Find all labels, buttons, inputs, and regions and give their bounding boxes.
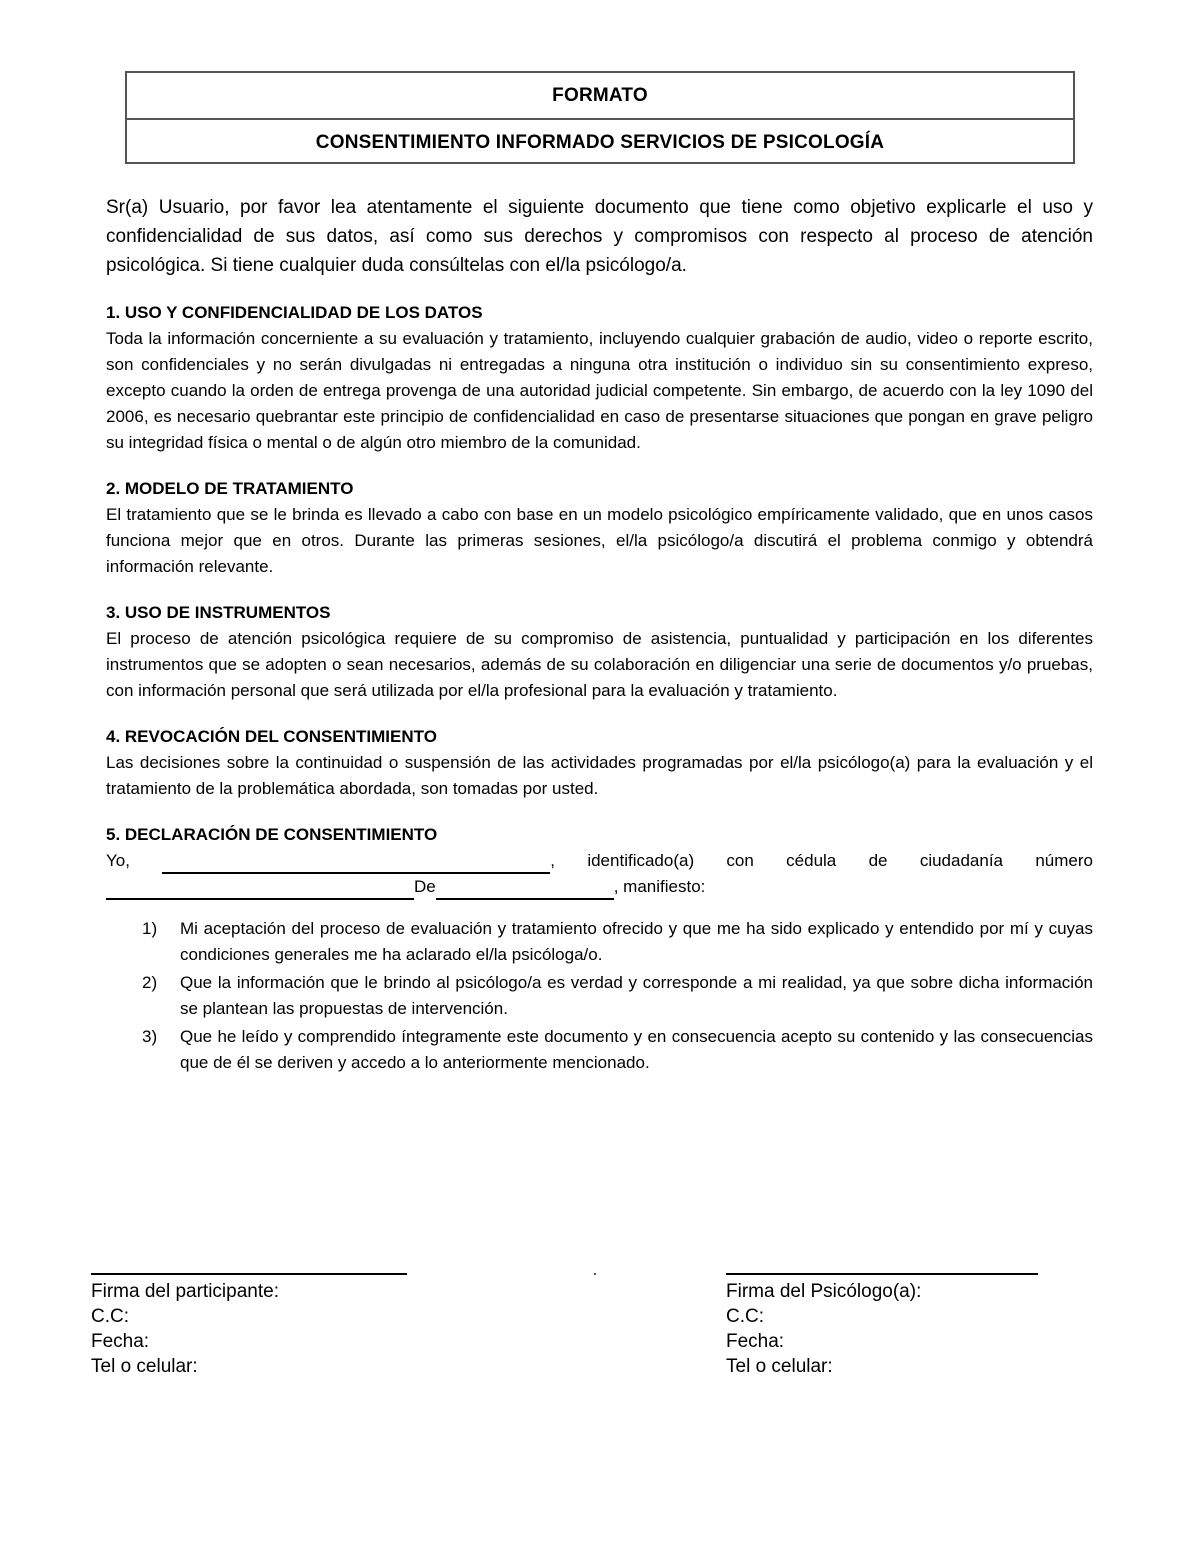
section-title: 1. USO Y CONFIDENCIALIDAD DE LOS DATOS: [106, 303, 483, 322]
id-city-blank-field[interactable]: [436, 880, 614, 900]
word-de: de: [868, 851, 888, 870]
list-number: 3): [142, 1027, 158, 1046]
section-2: [106, 476, 1093, 580]
header-table: [125, 71, 1075, 164]
section-title: 3. USO DE INSTRUMENTOS: [106, 603, 331, 622]
consent-list: [106, 916, 1093, 1076]
word-identificado: identificado(a): [587, 851, 695, 870]
word-cedula: cédula: [786, 851, 837, 870]
list-text: Mi aceptación del proceso de evaluación y tratamiento ofrecido y que me ha sido explicado y entendido por mí y cuyas condiciones generales me ha aclarado el/la psicóloga/o.: [180, 919, 1093, 964]
signature-line[interactable]: [726, 1273, 1038, 1275]
form-title: FORMATO: [127, 73, 1073, 120]
section-body: Las decisiones sobre la continuidad o suspensión de las actividades programadas por el/la psicólogo(a) para la evaluación y el tratamiento de la problemática abordada, son tomadas por usted.: [106, 753, 1093, 798]
section-body: El tratamiento que se le brinda es llevado a cabo con base en un modelo psicológico empíricamente validado, que en unos casos funciona mejor que en otros. Durante las primeras sesiones, el/la psicólogo/a discutirá el problema conmigo y obtendrá información relevante.: [106, 505, 1093, 576]
word-con: con: [726, 851, 754, 870]
section-title: 5. DECLARACIÓN DE CONSENTIMIENTO: [106, 825, 438, 844]
section-body: El proceso de atención psicológica requiere de su compromiso de asistencia, puntualidad y participación en los diferentes instrumentos que se adopten o sean necesarios, además de su colaboración en diligenciar una serie de documentos y/o pruebas, con información personal que será utilizada por el/la profesional para la evaluación y tratamiento.: [106, 629, 1093, 700]
separator-dot: [594, 1273, 596, 1275]
list-item: [106, 1024, 1093, 1076]
phone-label: Tel o celular:: [726, 1356, 833, 1377]
word-ciudadania: ciudadanía: [919, 851, 1003, 870]
signature-label: Firma del participante:: [91, 1281, 279, 1302]
manifiesto-label: , manifiesto:: [613, 877, 706, 896]
participant-signature-block: [91, 1273, 407, 1379]
declaration-line-2: [106, 874, 1093, 900]
section-1: [106, 300, 1093, 456]
form-subtitle: CONSENTIMIENTO INFORMADO SERVICIOS DE PSICOLOGÍA: [315, 131, 885, 153]
section-body: Toda la información concerniente a su evaluación y tratamiento, incluyendo cualquier grabación de audio, video o reporte escrito, son confidenciales y no serán divulgadas ni entregadas a ninguna otra institución o individuo sin su consentimiento expreso, excepto cuando la orden de entrega provenga de una autoridad judicial competente. Sin embargo, de acuerdo con la ley 1090 del 2006, es necesario quebrantar este principio de confidencialidad en caso de presentarse situaciones que pongan en grave peligro su integridad física o mental o de algún otro miembro de la comunidad.: [106, 329, 1093, 452]
psychologist-signature-block: [726, 1273, 1038, 1379]
date-label: Fecha:: [91, 1331, 150, 1352]
signature-line[interactable]: [91, 1273, 407, 1275]
list-text: Que he leído y comprendido íntegramente este documento y en consecuencia acepto su contenido y las consecuencias que de él se deriven y accedo a lo anteriormente mencionado.: [180, 1027, 1093, 1072]
list-item: [106, 970, 1093, 1022]
document-body: [106, 193, 1093, 1078]
list-item: [106, 916, 1093, 968]
intro-paragraph: Sr(a) Usuario, por favor lea atentamente el siguiente documento que tiene como objetivo explicarle el uso y confidencialidad de sus datos, así como sus derechos y compromisos con respecto al proceso de atención psicológica. Si tiene cualquier duda consúltelas con el/la psicólogo/a.: [106, 197, 1093, 276]
de-label: De: [414, 877, 436, 896]
comma: ,: [550, 851, 556, 870]
name-blank-field[interactable]: [162, 854, 550, 874]
list-text: Que la información que le brindo al psicólogo/a es verdad y corresponde a mi realidad, ya que sobre dicha información se plantean las propuestas de intervención.: [180, 973, 1093, 1018]
cc-label: C.C:: [726, 1306, 764, 1327]
section-title: 2. MODELO DE TRATAMIENTO: [106, 479, 354, 498]
date-label: Fecha:: [726, 1331, 785, 1352]
yo-label: Yo,: [106, 851, 130, 870]
phone-label: Tel o celular:: [91, 1356, 198, 1377]
list-number: 2): [142, 973, 158, 992]
section-4: [106, 724, 1093, 802]
section-5-declaration: [106, 822, 1093, 1076]
declaration-line-1: [106, 848, 1093, 874]
section-3: [106, 600, 1093, 704]
id-number-blank-field[interactable]: [106, 880, 414, 900]
cc-label: C.C:: [91, 1306, 129, 1327]
list-number: 1): [142, 919, 158, 938]
section-title: 4. REVOCACIÓN DEL CONSENTIMIENTO: [106, 727, 437, 746]
signature-label: Firma del Psicólogo(a):: [726, 1281, 922, 1302]
word-numero: número: [1035, 851, 1093, 870]
